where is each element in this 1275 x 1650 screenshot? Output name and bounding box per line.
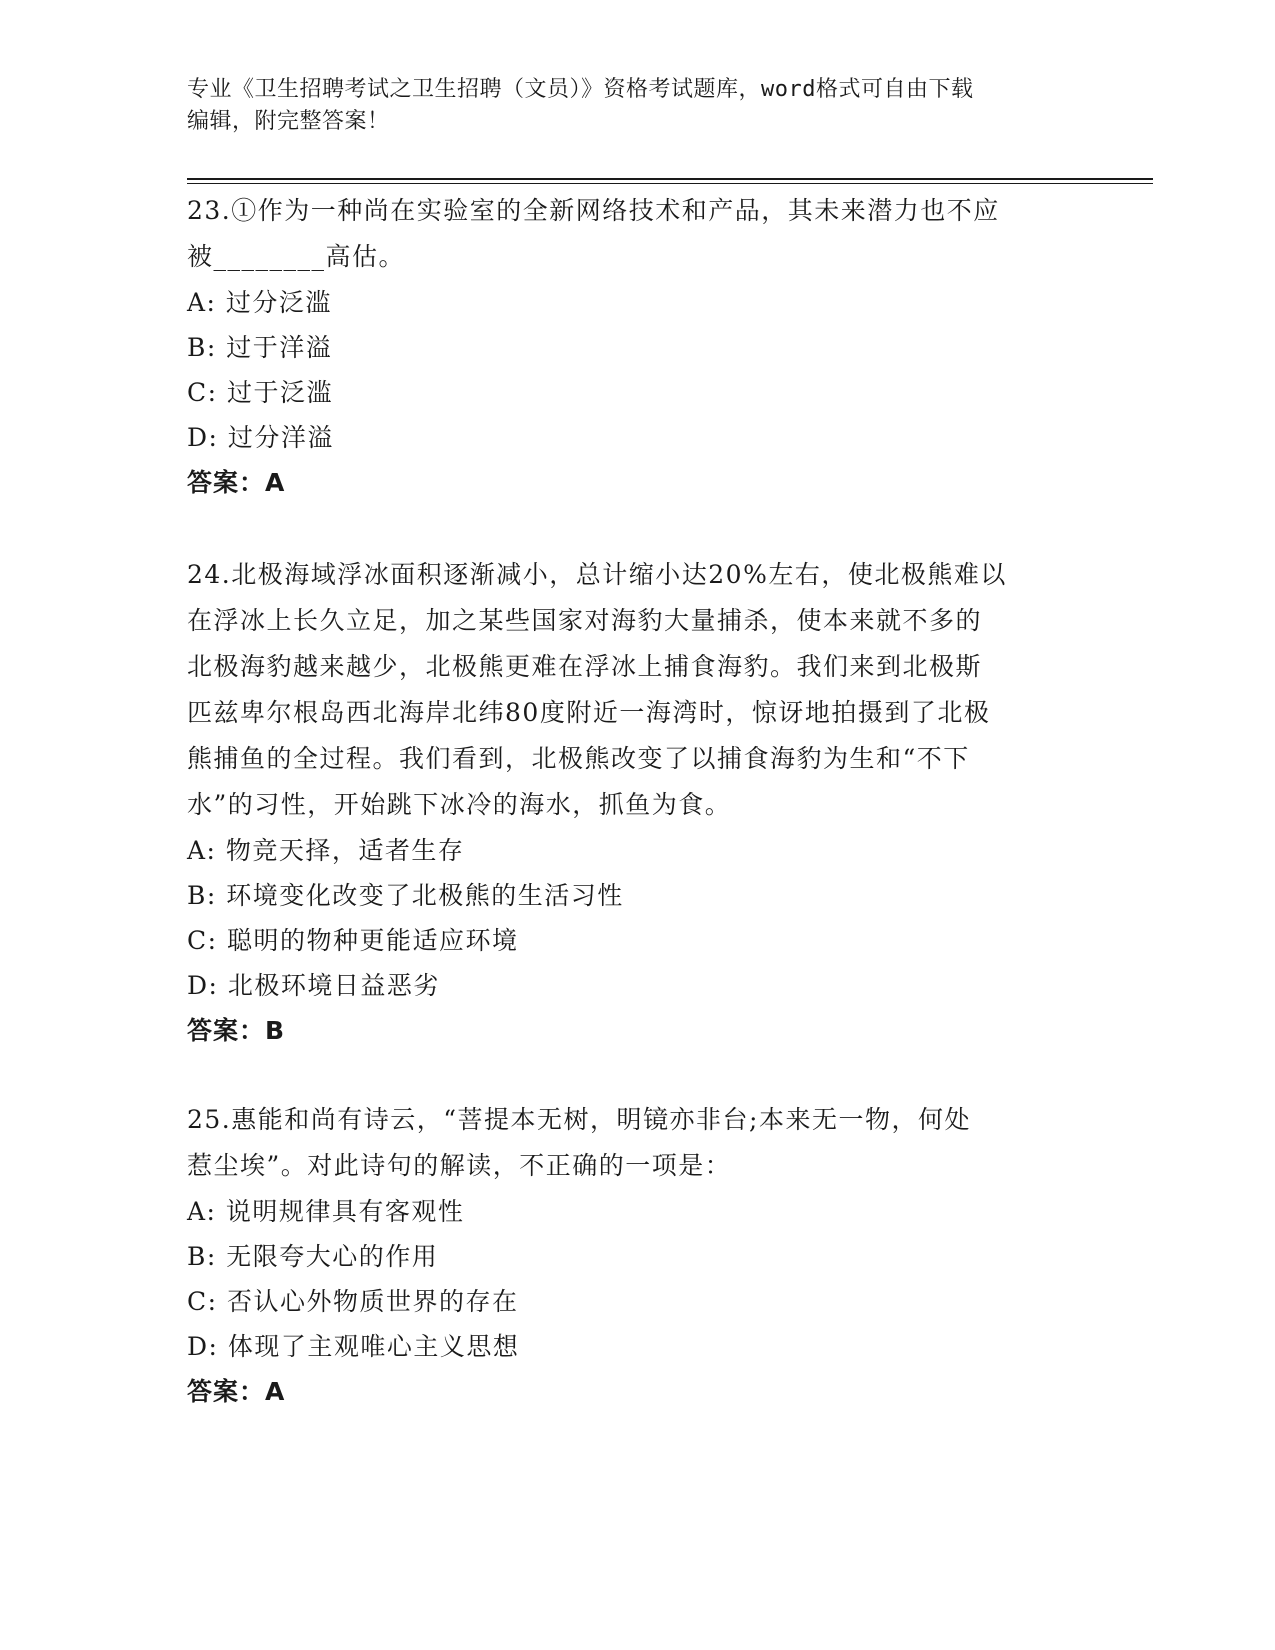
option-b: B: 过于洋溢	[187, 333, 333, 362]
document-header	[187, 74, 1087, 138]
question-stem-line: 23.①作为一种尚在实验室的全新网络技术和产品，其未来潜力也不应	[187, 196, 1000, 225]
option-a: A: 物竞天择，适者生存	[187, 836, 465, 865]
header-divider-thick	[187, 178, 1153, 180]
answer-line: 答案：A	[187, 1377, 286, 1406]
option-d: D: 北极环境日益恶劣	[187, 971, 440, 1000]
question-stem-line: 惹尘埃”。对此诗句的解读，不正确的一项是：	[187, 1151, 732, 1180]
question-stem-line: 熊捕鱼的全过程。我们看到，北极熊改变了以捕食海豹为生和“不下	[187, 744, 970, 773]
option-c: C: 过于泛滥	[187, 378, 333, 407]
question-24	[187, 552, 1087, 1053]
header-divider-thin	[187, 183, 1153, 184]
answer-line: 答案：A	[187, 468, 286, 497]
option-c: C: 聪明的物种更能适应环境	[187, 926, 519, 955]
question-stem-line: 匹兹卑尔根岛西北海岸北纬80度附近一海湾时，惊讶地拍摄到了北极	[187, 698, 991, 727]
question-stem-line: 25.惠能和尚有诗云，“菩提本无树，明镜亦非台;本来无一物，何处	[187, 1105, 971, 1134]
option-c: C: 否认心外物质世界的存在	[187, 1287, 519, 1316]
answer-line: 答案：B	[187, 1016, 286, 1045]
question-stem-line: 在浮冰上长久立足，加之某些国家对海豹大量捕杀，使本来就不多的	[187, 606, 983, 635]
question-25	[187, 1097, 1087, 1414]
option-b: B: 无限夸大心的作用	[187, 1242, 439, 1271]
question-stem-line: 24.北极海域浮冰面积逐渐减小，总计缩小达20%左右，使北极熊难以	[187, 560, 1007, 589]
question-23	[187, 188, 1087, 505]
option-d: D: 体现了主观唯心主义思想	[187, 1332, 520, 1361]
option-a: A: 说明规律具有客观性	[187, 1197, 465, 1226]
option-b: B: 环境变化改变了北极熊的生活习性	[187, 881, 624, 910]
question-stem-line: 水”的习性，开始跳下冰冷的海水，抓鱼为食。	[187, 790, 732, 819]
header-line-2: 编辑，附完整答案！	[187, 109, 390, 134]
header-line-1: 专业《卫生招聘考试之卫生招聘（文员）》资格考试题库，word格式可自由下载	[187, 77, 974, 102]
question-stem-line: 北极海豹越来越少，北极熊更难在浮冰上捕食海豹。我们来到北极斯	[187, 652, 983, 681]
question-stem-line: 被________高估。	[187, 242, 406, 271]
option-a: A: 过分泛滥	[187, 288, 332, 317]
option-d: D: 过分洋溢	[187, 423, 334, 452]
